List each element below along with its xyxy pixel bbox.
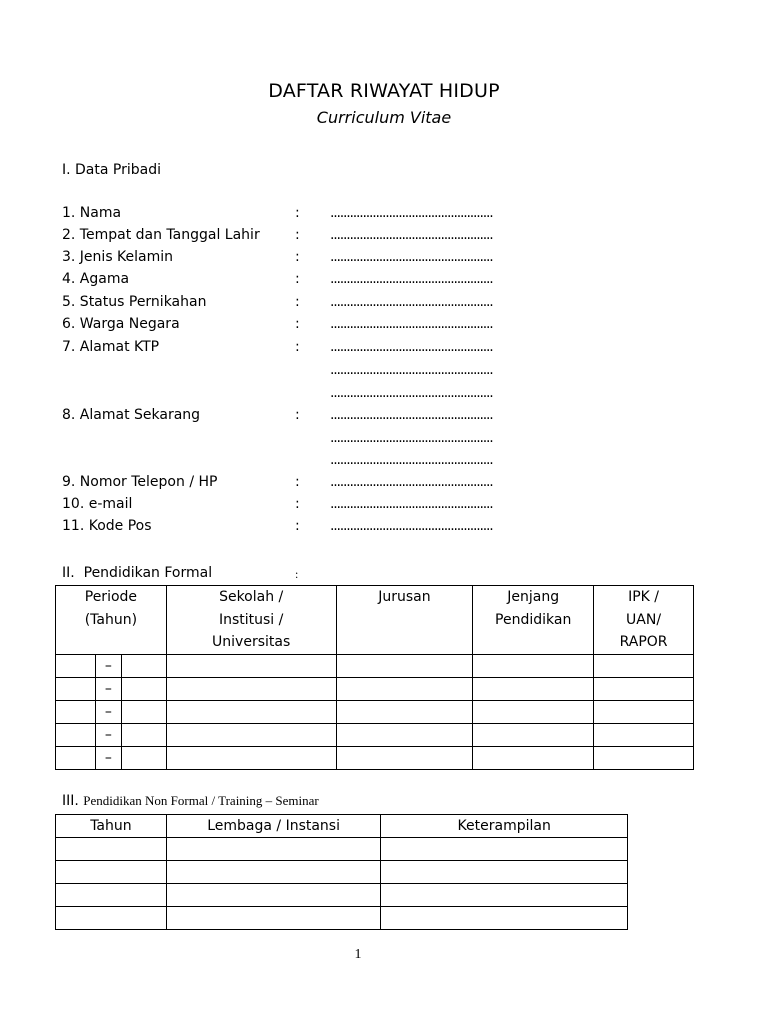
table-cell <box>166 677 336 700</box>
header-jenjang <box>473 586 594 655</box>
table-cell <box>166 700 336 723</box>
field-colon: : <box>295 249 300 265</box>
header-jurusan <box>336 586 473 655</box>
field-colon: : <box>295 407 300 423</box>
table-cell <box>381 861 628 884</box>
field-label: 11. Kode Pos <box>62 518 152 534</box>
field-label: 8. Alamat Sekarang <box>62 407 201 423</box>
table-row <box>56 907 628 930</box>
fill-in-line: .................................................. <box>330 474 493 490</box>
section-1-heading: I. Data Pribadi <box>62 162 161 178</box>
table-header-row <box>56 815 628 838</box>
table-cell <box>121 700 166 723</box>
page-number: 1 <box>354 947 362 962</box>
field-label: 9. Nomor Telepon / HP <box>62 474 218 490</box>
header-periode <box>56 586 167 655</box>
table-cell <box>56 700 96 723</box>
table-row <box>56 654 694 677</box>
table-row <box>56 723 694 746</box>
header-tahun: Tahun <box>56 815 167 838</box>
table-cell <box>166 746 336 769</box>
table-cell <box>166 861 381 884</box>
table-cell <box>121 677 166 700</box>
table-cell <box>473 746 594 769</box>
header-line: Periode <box>84 589 138 605</box>
fill-in-line: .................................................. <box>330 407 493 423</box>
table-cell <box>336 700 473 723</box>
fill-in-line: .................................................. <box>330 362 493 378</box>
table-cell <box>594 746 694 769</box>
header-ipk <box>594 586 694 655</box>
field-colon: : <box>295 496 300 512</box>
table-cell <box>381 838 628 861</box>
header-line: Pendidikan <box>495 611 572 628</box>
period-dash: – <box>95 700 121 723</box>
header-line: Universitas <box>212 634 291 650</box>
header-line: (Tahun) <box>84 611 138 628</box>
table-cell <box>336 677 473 700</box>
fill-in-line: .................................................. <box>330 227 493 243</box>
period-dash: – <box>95 654 121 677</box>
table-cell <box>56 884 167 907</box>
table-cell <box>336 654 473 677</box>
formal-education-table <box>55 585 694 770</box>
section-2-numeral: II. <box>62 565 75 581</box>
table-cell <box>473 654 594 677</box>
table-cell <box>56 838 167 861</box>
table-row <box>56 884 628 907</box>
field-colon: : <box>295 339 300 355</box>
table-cell <box>473 700 594 723</box>
section-3-heading <box>62 793 319 809</box>
field-colon: : <box>295 271 300 287</box>
header-line: RAPOR <box>619 634 668 650</box>
fill-in-line: .................................................. <box>330 294 493 310</box>
fill-in-line: .................................................. <box>330 496 493 512</box>
table-cell <box>594 677 694 700</box>
fill-in-line: .................................................. <box>330 205 493 221</box>
table-row <box>56 838 628 861</box>
header-line: Institusi / <box>218 611 284 628</box>
fill-in-line: .................................................. <box>330 518 493 534</box>
table-cell <box>381 907 628 930</box>
table-cell <box>166 838 381 861</box>
section-2-title: Pendidikan Formal <box>83 565 213 581</box>
field-label: 1. Nama <box>62 205 122 221</box>
table-cell <box>56 861 167 884</box>
document-subtitle: Curriculum Vitae <box>316 108 452 127</box>
table-cell <box>56 677 96 700</box>
table-header-row <box>56 586 694 655</box>
table-cell <box>594 700 694 723</box>
field-label: 5. Status Pernikahan <box>62 294 207 310</box>
fill-in-line: .................................................. <box>330 316 493 332</box>
table-cell <box>473 723 594 746</box>
header-lembaga: Lembaga / Instansi <box>166 815 381 838</box>
non-formal-education-table <box>55 814 628 930</box>
table-cell <box>166 723 336 746</box>
header-line: Sekolah / <box>219 589 284 605</box>
section-2-heading <box>62 565 299 581</box>
fill-in-line: .................................................. <box>330 339 493 355</box>
field-colon: : <box>295 227 300 243</box>
field-label: 6. Warga Negara <box>62 316 180 332</box>
table-cell <box>121 654 166 677</box>
table-cell <box>166 907 381 930</box>
field-colon: : <box>295 294 300 310</box>
period-dash: – <box>95 677 121 700</box>
period-dash: – <box>95 746 121 769</box>
field-colon: : <box>295 518 300 534</box>
document-title: DAFTAR RIWAYAT HIDUP <box>268 80 500 102</box>
table-cell <box>594 654 694 677</box>
table-row <box>56 861 628 884</box>
table-cell <box>166 884 381 907</box>
fill-in-line: .................................................. <box>330 249 493 265</box>
section-3-title: Pendidikan Non Formal / Training – Seminar <box>83 793 319 808</box>
header-sekolah <box>166 586 336 655</box>
field-colon: : <box>295 474 300 490</box>
table-cell <box>56 907 167 930</box>
fill-in-line: .................................................. <box>330 452 493 468</box>
fill-in-line: .................................................. <box>330 430 493 446</box>
field-colon: : <box>295 205 300 221</box>
field-label: 3. Jenis Kelamin <box>62 249 174 265</box>
table-cell <box>336 746 473 769</box>
table-row <box>56 677 694 700</box>
table-cell <box>381 884 628 907</box>
header-keterampilan: Keterampilan <box>381 815 628 838</box>
header-line: Jenjang <box>507 589 560 605</box>
table-cell <box>121 723 166 746</box>
field-label: 7. Alamat KTP <box>62 339 160 355</box>
field-colon: : <box>295 316 300 332</box>
table-row <box>56 700 694 723</box>
header-line: Jurusan <box>378 589 431 605</box>
fill-in-line: .................................................. <box>330 385 493 401</box>
table-cell <box>336 723 473 746</box>
table-cell <box>594 723 694 746</box>
table-cell <box>473 677 594 700</box>
field-label: 10. e-mail <box>62 496 133 512</box>
section-3-numeral: III. <box>62 793 79 809</box>
field-label: 4. Agama <box>62 271 130 287</box>
fill-in-line: .................................................. <box>330 271 493 287</box>
field-label: 2. Tempat dan Tanggal Lahir <box>62 227 260 243</box>
header-line: IPK / <box>628 589 660 605</box>
table-cell <box>121 746 166 769</box>
table-cell <box>56 723 96 746</box>
table-row <box>56 746 694 769</box>
table-cell <box>56 746 96 769</box>
table-cell <box>166 654 336 677</box>
section-2-colon: : <box>295 567 299 581</box>
table-cell <box>56 654 96 677</box>
header-line: UAN/ <box>626 611 662 628</box>
period-dash: – <box>95 723 121 746</box>
